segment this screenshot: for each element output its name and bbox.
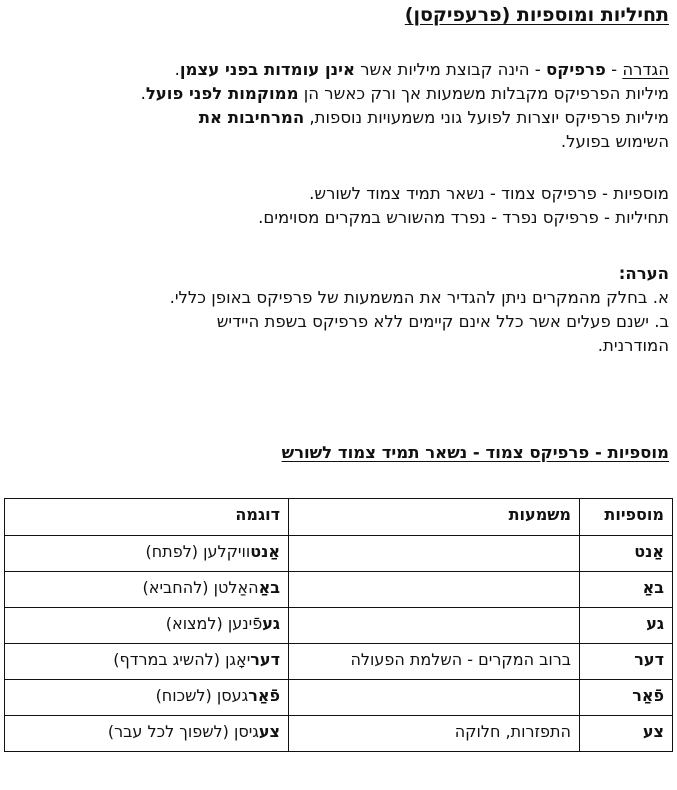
table-row (5, 680, 673, 716)
example-prefix: באַ (258, 578, 280, 597)
example-rest: פֿינען (למצוא) (165, 614, 263, 633)
definition-line-2a: מיליות הפרפיקס מקבלות משמעות אך ורק כאשר הן (298, 84, 669, 103)
types-paragraph (4, 182, 669, 230)
prefix-cell: צע (580, 716, 673, 752)
definition-bold-3: המרחיבות את (198, 108, 305, 127)
note-heading: הערה: (618, 264, 669, 283)
definition-line-2 (4, 82, 669, 106)
definition-term: פרפיקס (545, 60, 606, 79)
meaning-cell (289, 572, 580, 608)
type-tchiliot-label: תחיליות (615, 208, 669, 227)
header-prefix: מוספיות (580, 499, 673, 536)
definition-line-1 (4, 58, 669, 82)
type-tchiliot-text: - פרפיקס נפרד - נפרד מהשורש במקרים מסוימים. (258, 208, 616, 227)
example-prefix: פֿאַר (248, 686, 280, 705)
meaning-cell: ברוב המקרים - השלמת הפעולה (289, 644, 580, 680)
table-row (5, 608, 673, 644)
example-rest: גיסן (לשפוך לכל עבר) (107, 722, 259, 741)
type-mosafiot-text: - פרפיקס צמוד - נשאר תמיד צמוד לשורש. (309, 184, 614, 203)
definition-dash: - (605, 60, 623, 79)
example-cell (5, 716, 289, 752)
note-item-a: א. בחלק מהמקרים ניתן להגדיר את המשמעות של פרפיקס באופן כללי. (169, 288, 669, 307)
definition-line-3a: מיליות פרפיקס יוצרות לפועל גוני משמעויות נוספות, (304, 108, 669, 127)
example-rest: האַלטן (להחביא) (142, 578, 259, 597)
meaning-cell: התפזרות, חלוקה (289, 716, 580, 752)
table-row (5, 716, 673, 752)
definition-text-2: . (174, 60, 180, 79)
type-tchiliot (4, 206, 669, 230)
table-row (5, 644, 673, 680)
prefix-cell: אַנט (580, 536, 673, 572)
example-prefix: דער (250, 650, 280, 669)
definition-text-1: - הינה קבוצת מיליות אשר (354, 60, 546, 79)
example-prefix: גע (262, 614, 280, 633)
type-mosafiot-label: מוספיות (613, 184, 669, 203)
table-header-row (5, 499, 673, 536)
table-row (5, 572, 673, 608)
example-cell (5, 608, 289, 644)
note-item-b: ב. ישנם פעלים אשר כלל אינם קיימים ללא פרפיקס בשפת היידיש (216, 312, 669, 331)
meaning-cell (289, 680, 580, 716)
example-prefix: אַנט (250, 542, 280, 561)
section-title: מוספיות - פרפיקס צמוד - נשאר תמיד צמוד לשורש (281, 443, 669, 462)
example-rest: געסן (לשכוח) (155, 686, 249, 705)
table-row (5, 536, 673, 572)
header-meaning: משמעות (289, 499, 580, 536)
example-rest: וויקלען (לפתח) (145, 542, 251, 561)
note-paragraph (4, 262, 669, 358)
example-cell (5, 680, 289, 716)
definition-paragraph (4, 58, 669, 154)
definition-bold-2: ממוקמות לפני פועל (145, 84, 299, 103)
meaning-cell (289, 608, 580, 644)
page-title: תחיליות ומוספיות (פרעפיקסן) (404, 4, 669, 26)
prefix-cell: פֿאַר (580, 680, 673, 716)
definition-line-4: השימוש בפועל. (560, 132, 669, 151)
type-mosafiot (4, 182, 669, 206)
note-item-b-cont: המודרנית. (597, 336, 669, 355)
definition-line-3 (4, 106, 669, 130)
meaning-cell (289, 536, 580, 572)
example-cell (5, 536, 289, 572)
definition-line-2b: . (140, 84, 146, 103)
example-rest: יאָגן (להשיג במרדף) (113, 650, 251, 669)
header-example: דוגמה (5, 499, 289, 536)
prefix-table (4, 498, 673, 752)
definition-label: הגדרה (622, 60, 669, 79)
prefix-cell: באַ (580, 572, 673, 608)
prefix-cell: דער (580, 644, 673, 680)
example-prefix: צע (258, 722, 280, 741)
prefix-cell: גע (580, 608, 673, 644)
definition-bold-1: אינן עומדות בפני עצמן (179, 60, 355, 79)
example-cell (5, 644, 289, 680)
example-cell (5, 572, 289, 608)
